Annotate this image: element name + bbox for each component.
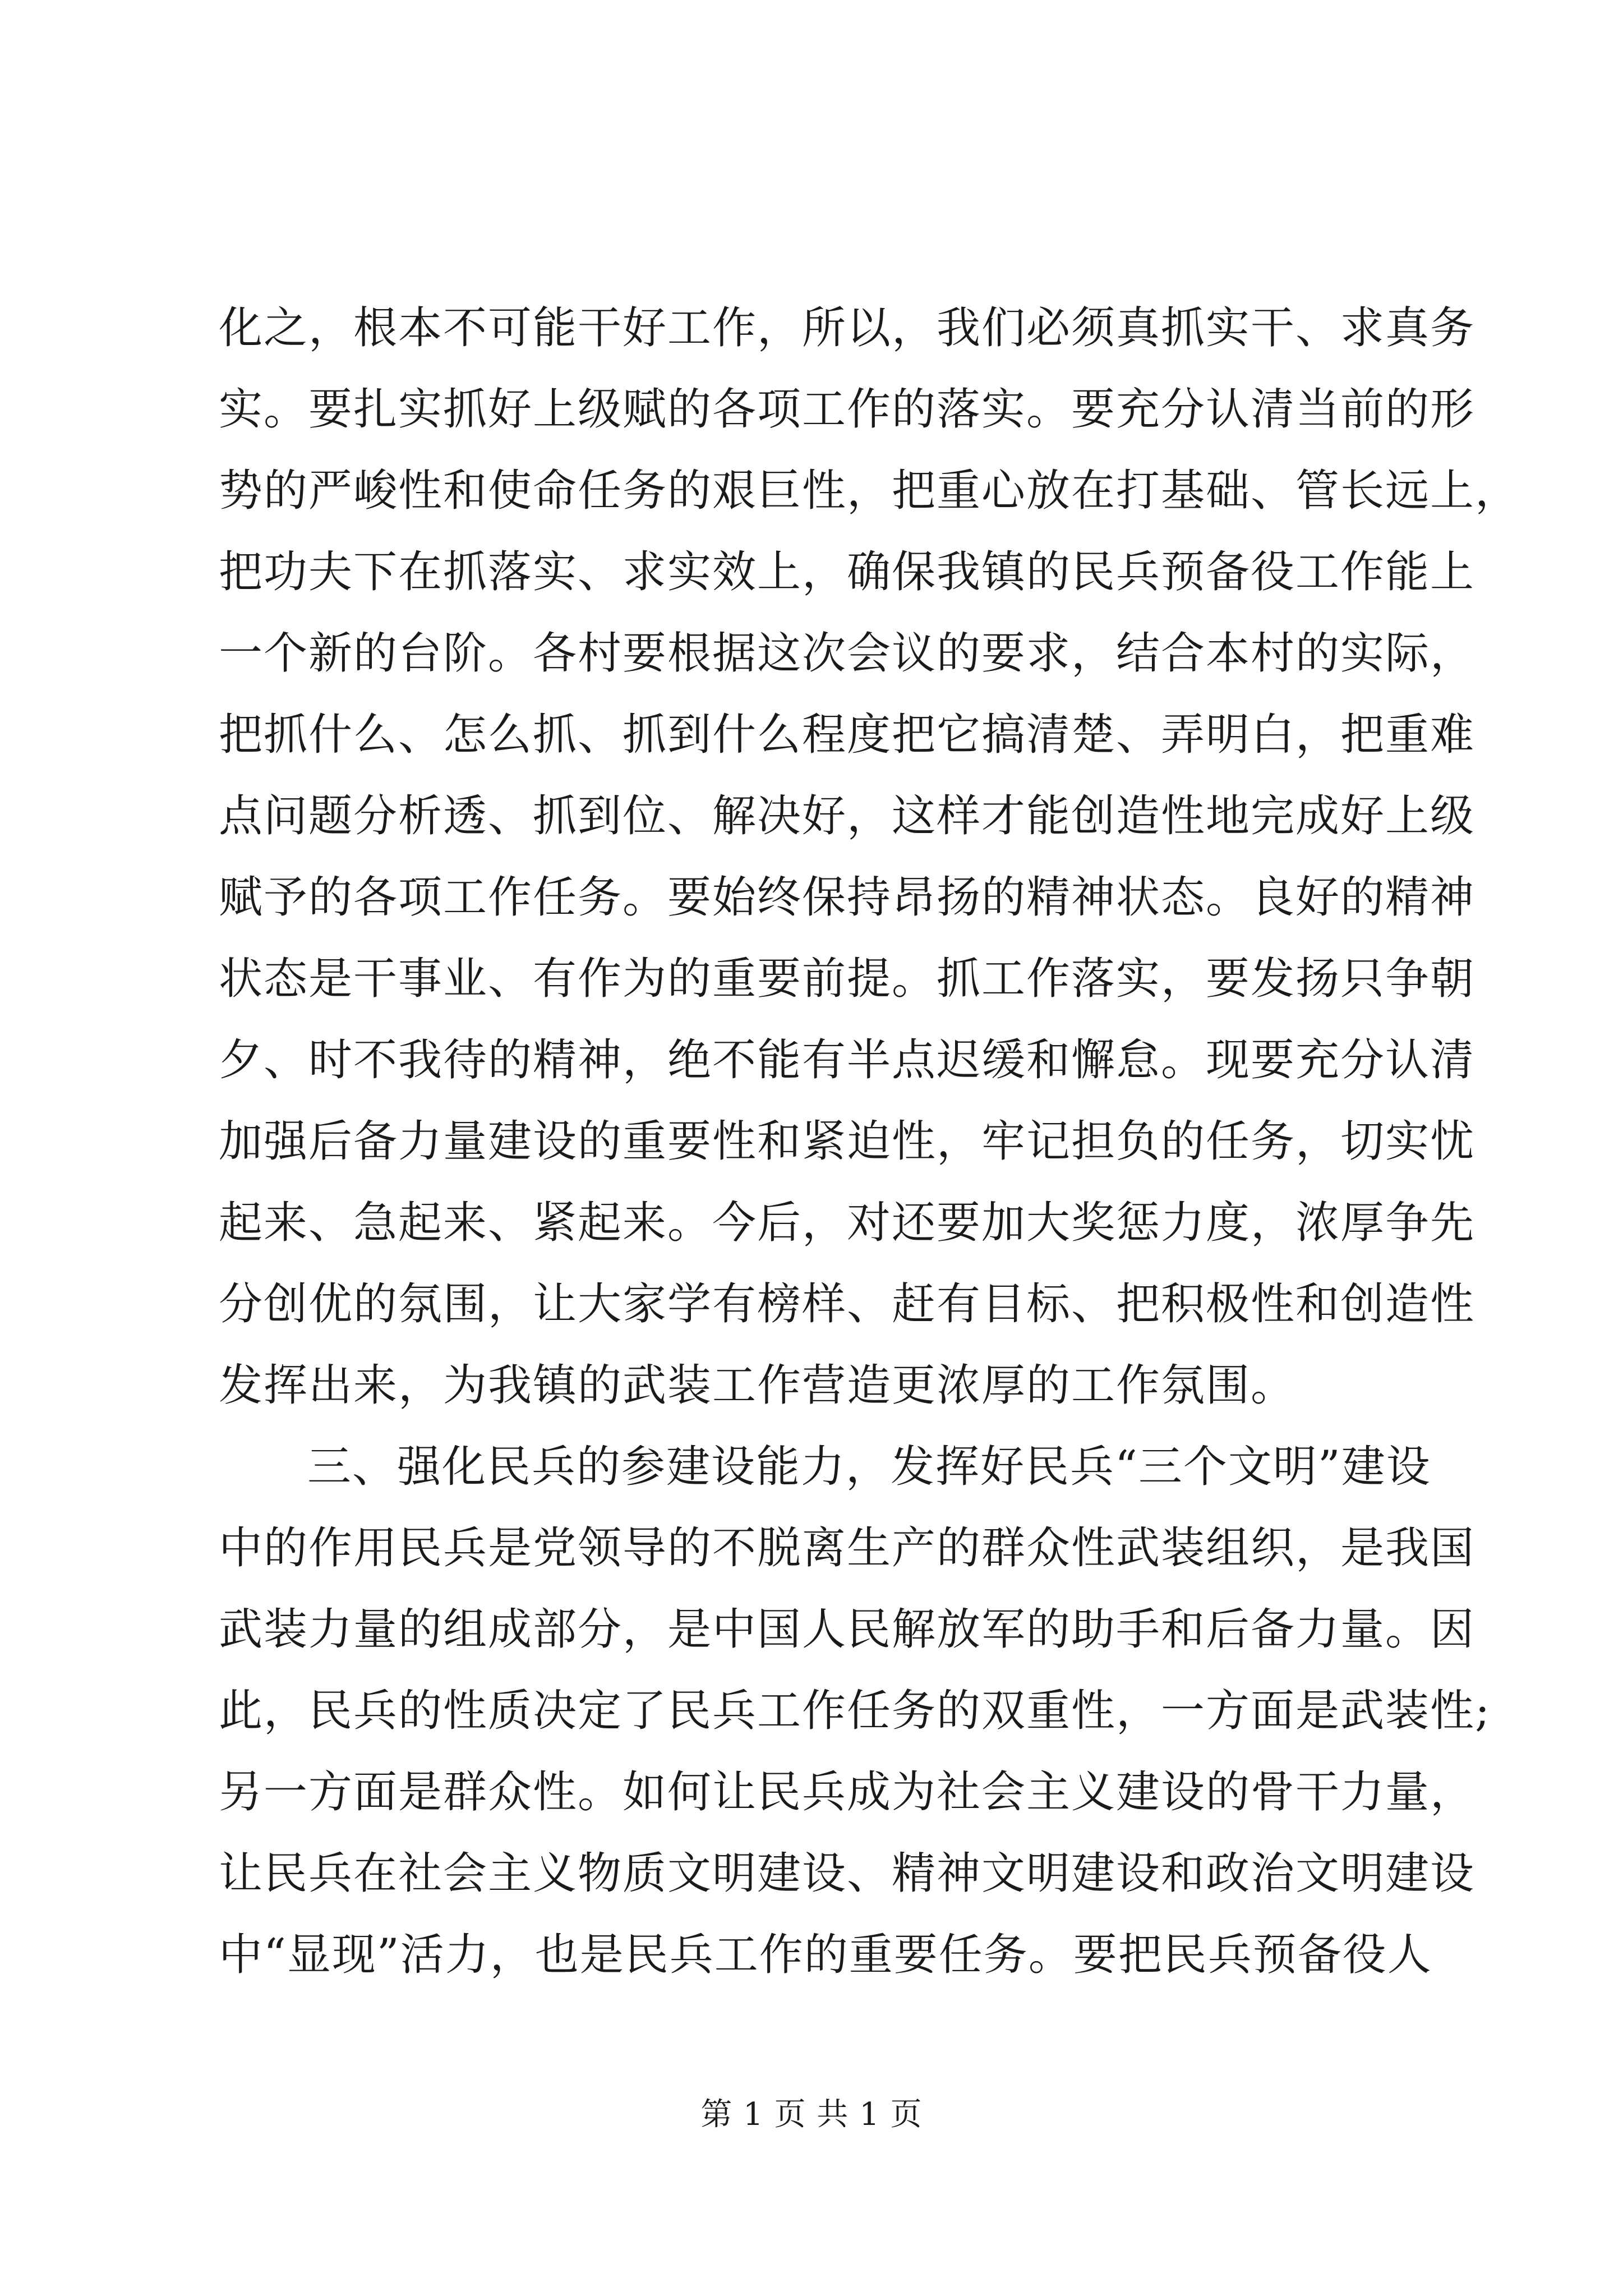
section-heading-line: 三、强化民兵的参建设能力，发挥好民兵“三个文明”建设 — [307, 1442, 1431, 1492]
body-text-line: 加强后备力量建设的重要性和紧迫性，牢记担负的任务，切实忧 — [219, 1116, 1476, 1167]
body-text-line: 一个新的台阶。各村要根据这次会议的要求，结合本村的实际， — [219, 628, 1476, 679]
body-text-line: 武装力量的组成部分，是中国人民解放军的助手和后备力量。因 — [219, 1604, 1476, 1655]
body-text-line: 化之，根本不可能干好工作，所以，我们必须真抓实干、求真务 — [219, 303, 1476, 353]
body-text-line: 赋予的各项工作任务。要始终保持昂扬的精神状态。良好的精神 — [219, 872, 1476, 923]
page-number-footer: 第 1 页 共 1 页 — [700, 2096, 923, 2133]
body-text-line: 中“显现”活力，也是民兵工作的重要任务。要把民兵预备役人 — [219, 1930, 1432, 1980]
body-text-line: 夕、时不我待的精神，绝不能有半点迟缓和懈怠。现要充分认清 — [219, 1035, 1476, 1085]
body-text-line: 势的严峻性和使命任务的艰巨性，把重心放在打基础、管长远上， — [219, 466, 1520, 516]
body-text-line: 起来、急起来、紧起来。今后，对还要加大奖惩力度，浓厚争先 — [219, 1198, 1476, 1248]
body-text-line: 发挥出来，为我镇的武装工作营造更浓厚的工作氛围。 — [219, 1360, 1296, 1411]
body-text-line: 把功夫下在抓落实、求实效上，确保我镇的民兵预备役工作能上 — [219, 547, 1476, 597]
body-text-line: 分创优的氛围，让大家学有榜样、赶有目标、把积极性和创造性 — [219, 1279, 1476, 1329]
body-text-line: 中的作用民兵是党领导的不脱离生产的群众性武装组织，是我国 — [219, 1523, 1476, 1573]
body-text-line: 另一方面是群众性。如何让民兵成为社会主义建设的骨干力量， — [219, 1767, 1476, 1818]
body-text-line: 让民兵在社会主义物质文明建设、精神文明建设和政治文明建设 — [219, 1848, 1476, 1899]
body-text-line: 点问题分析透、抓到位、解决好，这样才能创造性地完成好上级 — [219, 791, 1476, 841]
body-text-line: 把抓什么、怎么抓、抓到什么程度把它搞清楚、弄明白，把重难 — [219, 710, 1476, 760]
body-text-line: 此，民兵的性质决定了民兵工作任务的双重性，一方面是武装性; — [219, 1686, 1491, 1736]
body-text-line: 实。要扎实抓好上级赋的各项工作的落实。要充分认清当前的形 — [219, 384, 1476, 435]
body-text-line: 状态是干事业、有作为的重要前提。抓工作落实，要发扬只争朝 — [219, 954, 1476, 1004]
